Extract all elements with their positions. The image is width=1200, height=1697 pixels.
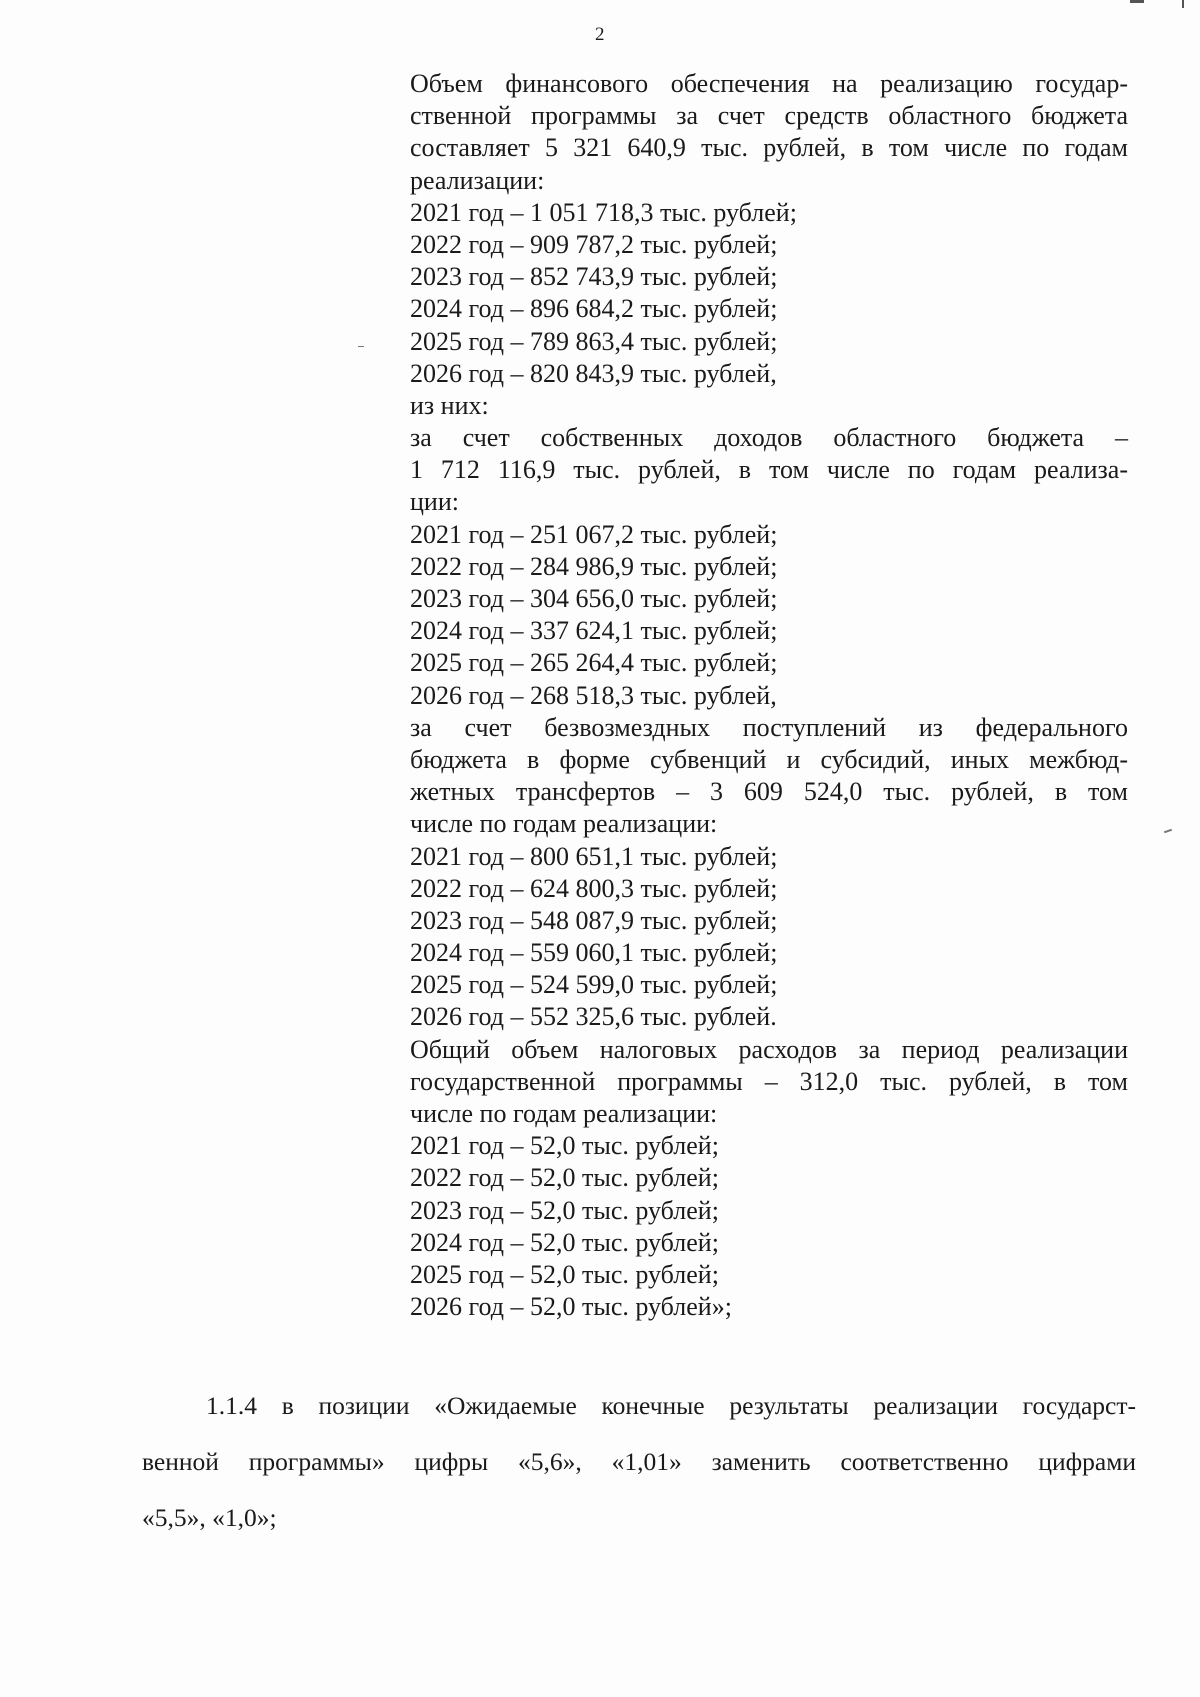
funding-line: 2022 год – 284 986,9 тыс. рублей; [410,551,778,581]
funding-line: 2024 год – 52,0 тыс. рублей; [410,1227,719,1257]
funding-line: 2025 год – 265 264,4 тыс. рублей; [410,648,778,678]
funding-line: 2023 год – 852 743,9 тыс. рублей; [410,262,778,292]
funding-line: 2021 год – 1 051 718,3 тыс. рублей; [410,197,797,227]
amendment-line: 1.1.4 в позиции «Ожидаемые конечные результаты реализации государст- [206,1391,1136,1420]
funding-line: 2023 год – 52,0 тыс. рублей; [410,1195,719,1225]
funding-line: 2026 год – 552 325,6 тыс. рублей. [410,1002,777,1032]
funding-line: бюджета в форме субвенций и субсидий, иных межбюд- [410,744,1128,774]
funding-line: Общий объем налоговых расходов за период реализации [410,1034,1128,1064]
amendment-paragraph [142,1378,1136,1546]
funding-line: 2025 год – 52,0 тыс. рублей; [410,1259,719,1289]
funding-line: 2024 год – 559 060,1 тыс. рублей; [410,938,778,968]
funding-line: 1 712 116,9 тыс. рублей, в том числе по годам реализа- [410,455,1128,485]
funding-paragraph [410,68,1128,1323]
funding-line: ции: [410,487,459,517]
funding-line: 2023 год – 548 087,9 тыс. рублей; [410,905,778,935]
funding-line: 2021 год – 52,0 тыс. рублей; [410,1131,719,1161]
funding-line: Объем финансового обеспечения на реализацию государ- [410,69,1128,98]
funding-line: 2023 год – 304 656,0 тыс. рублей; [410,584,778,613]
funding-line: государственной программы – 312,0 тыс. рублей, в том [410,1066,1128,1096]
funding-line: из них: [410,390,489,420]
funding-line: 2022 год – 909 787,2 тыс. рублей; [410,229,778,259]
funding-line: 2024 год – 337 624,1 тыс. рублей; [410,616,778,646]
funding-line: 2026 год – 820 843,9 тыс. рублей, [410,358,777,388]
funding-line: 2021 год – 251 067,2 тыс. рублей; [410,519,778,549]
funding-line: 2025 год – 789 863,4 тыс. рублей; [410,326,778,356]
amendment-line: «5,5», «1,0»; [142,1503,277,1532]
funding-line: ственной программы за счет средств областного бюджета [410,101,1128,131]
funding-line: 2022 год – 624 800,3 тыс. рублей; [410,873,778,903]
funding-line: составляет 5 321 640,9 тыс. рублей, в том числе по годам [410,133,1128,163]
funding-line: 2025 год – 524 599,0 тыс. рублей; [410,970,778,1000]
funding-line: за счет безвозмездных поступлений из федерального [410,712,1128,742]
funding-line: 2026 год – 52,0 тыс. рублей»; [410,1292,732,1322]
page-number: 2 [595,24,605,45]
funding-line: за счет собственных доходов областного бюджета – [410,423,1128,453]
funding-line: жетных трансфертов – 3 609 524,0 тыс. рублей, в том [410,777,1128,807]
funding-line: реализации: [410,165,545,195]
funding-line: 2026 год – 268 518,3 тыс. рублей, [410,680,777,710]
funding-line: числе по годам реализации: [410,809,718,839]
scan-artifact-right [1164,829,1172,834]
funding-line: 2021 год – 800 651,1 тыс. рублей; [410,841,778,871]
amendment-line: венной программы» цифры «5,6», «1,01» заменить соответственно цифрами [142,1447,1136,1476]
funding-line: числе по годам реализации: [410,1099,718,1128]
funding-line: 2024 год – 896 684,2 тыс. рублей; [410,294,778,324]
scan-corner-mark [1130,0,1190,8]
scan-artifact-left [358,346,364,347]
funding-line: 2022 год – 52,0 тыс. рублей; [410,1163,719,1193]
